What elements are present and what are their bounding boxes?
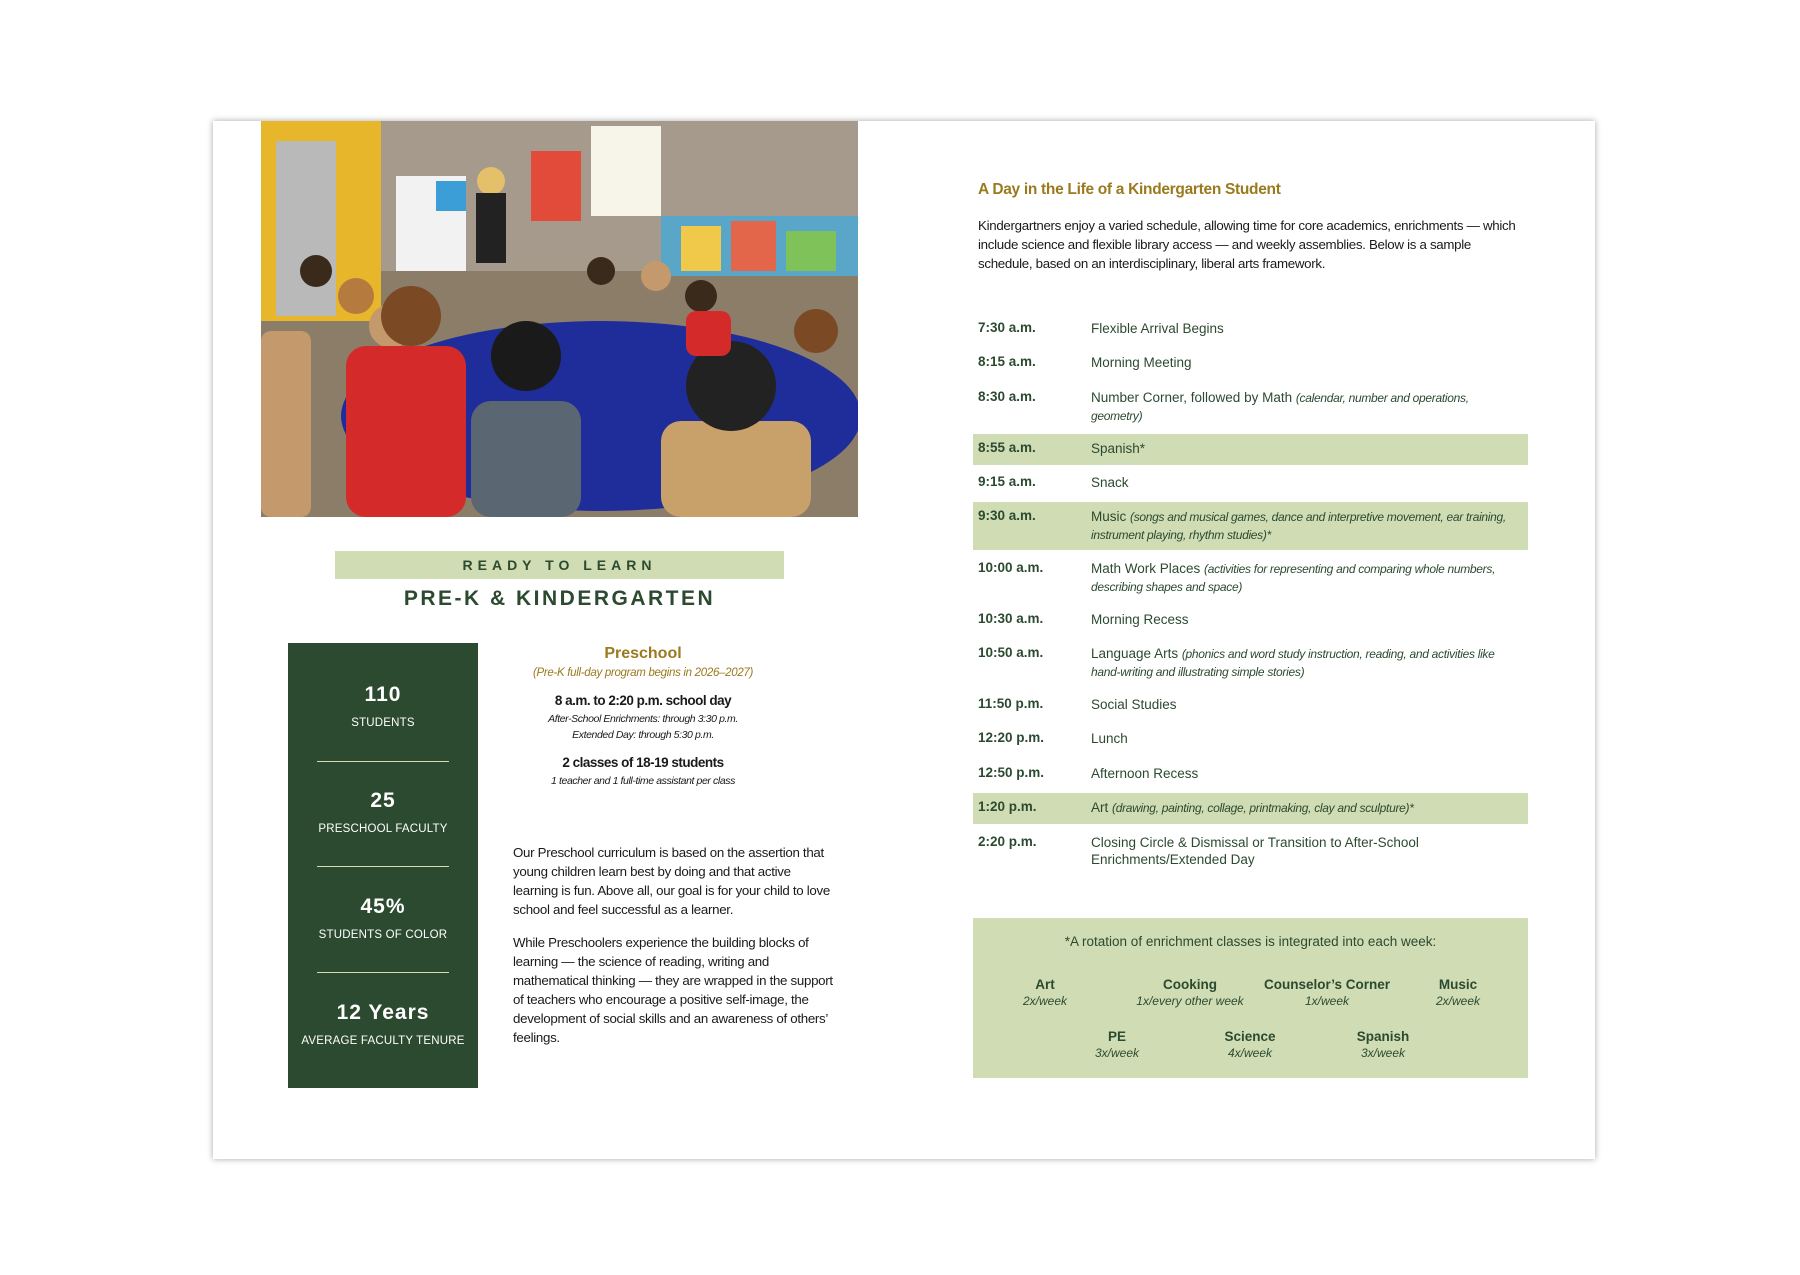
enrichment-spanish: Spanish 3x/week [1356,1029,1410,1060]
section-title: PRE-K & KINDERGARTEN [403,587,716,610]
schedule-activity: Social Studies [1091,697,1177,712]
enrichment-science: Science 4x/week [1224,1029,1276,1060]
stat-value: 110 [364,683,402,706]
schedule-time: 1:20 p.m. [978,799,1037,814]
schedule-time: 8:55 a.m. [978,440,1036,455]
schedule-time: 9:30 a.m. [978,508,1036,523]
stat-label: AVERAGE FACULTY TENURE [301,1035,465,1047]
enrichment-pe: PE 3x/week [1094,1029,1140,1060]
schedule-activity: Morning Meeting [1091,355,1192,370]
schedule-row [973,759,1528,789]
schedule-row [973,383,1528,427]
schedule-time: 8:30 a.m. [978,389,1036,404]
schedule-time: 11:50 p.m. [978,696,1044,711]
stat-label: PRESCHOOL FACULTY [318,823,448,835]
stat-divider [317,972,449,973]
class-size: 2 classes of 18-19 students [562,755,724,770]
stat-students [288,683,478,729]
brochure-spread [213,121,1595,1159]
stats-sidebar [288,643,478,1088]
schedule-row [973,724,1528,754]
schedule-row [973,828,1528,872]
school-day-hours: 8 a.m. to 2:20 p.m. school day [554,693,732,708]
schedule-activity: Art (drawing, painting, collage, printmaking, clay and sculpture)* [1091,800,1414,815]
stat-value: 25 [370,789,396,812]
enrichment-rotation-box [973,918,1528,1078]
schedule-row [973,554,1528,598]
rotation-heading: *A rotation of enrichment classes is integrated into each week: [1064,934,1437,949]
preschool-title: Preschool [604,645,682,662]
schedule-activity: Music (songs and musical games, dance and interpretive movement, ear training, instrument playing, rhythm studies)* [1091,509,1506,542]
stat-value: 12 Years [336,1001,430,1024]
schedule-activity: Math Work Places (activities for representing and comparing whole numbers, describing shapes and space) [1091,561,1496,594]
enrichment-art: Art 2x/week [1022,977,1068,1008]
schedule-activity: Snack [1091,475,1129,490]
day-in-life-title: A Day in the Life of a Kindergarten Student [978,181,1281,198]
schedule-row-highlight [973,502,1528,550]
stat-value: 45% [360,895,406,918]
schedule-activity: Morning Recess [1091,612,1189,627]
stat-label: STUDENTS OF COLOR [318,929,448,941]
schedule-activity: Number Corner, followed by Math (calendar, number and operations, geometry) [1091,390,1469,423]
schedule-time: 9:15 a.m. [978,474,1036,489]
schedule-time: 12:50 p.m. [978,765,1045,780]
schedule-activity: Closing Circle & Dismissal or Transition to After-School Enrichments/Extended Day [1091,835,1419,867]
stat-diversity [288,895,478,941]
schedule-row [973,314,1528,344]
schedule-time: 2:20 p.m. [978,834,1037,849]
schedule-activity: Afternoon Recess [1091,766,1199,781]
preschool-subtitle: (Pre-K full-day program begins in 2026–2027) [532,667,754,679]
building-blocks-paragraph: While Preschoolers experience the building blocks of learning — the science of reading, writing and mathematical thinking — they are wrapped in the support of teachers who encourage a positive self-image, the development of social skills and an awareness of others’ feelings. [513,935,833,1045]
schedule-time: 10:30 a.m. [978,611,1044,626]
schedule-row [973,690,1528,720]
schedule-activity: Language Arts (phonics and word study instruction, reading, and activities like hand-writing and illustrating simple stories) [1091,646,1495,679]
schedule-row [973,468,1528,498]
stat-tenure [288,1001,478,1047]
schedule-row-highlight [973,793,1528,824]
stat-divider [317,866,449,867]
schedule-time: 10:50 a.m. [978,645,1044,660]
schedule-activity: Lunch [1091,731,1128,746]
schedule-row [973,348,1528,378]
curriculum-paragraph: Our Preschool curriculum is based on the assertion that young children learn best by doing and that active learning is fun. Above all, our goal is for your child to love school and feel successful as a learner. [513,845,830,917]
schedule-time: 7:30 a.m. [978,320,1036,335]
stat-label: STUDENTS [351,717,415,729]
schedule-row [973,605,1528,635]
stat-divider [317,761,449,762]
kicker-band [335,551,784,579]
extended-day-note: Extended Day: through 5:30 p.m. [572,729,714,741]
schedule-time: 12:20 p.m. [978,730,1045,745]
enrichment-music: Music 2x/week [1435,977,1481,1008]
enrichment-cooking: Cooking 1x/every other week [1136,977,1244,1008]
schedule-activity: Flexible Arrival Begins [1091,321,1224,336]
schedule-row-highlight [973,434,1528,465]
stat-faculty [288,789,478,835]
class-ratio: 1 teacher and 1 full-time assistant per class [551,775,735,787]
kicker-text: READY TO LEARN [462,557,657,573]
enrichment-counselors-corner: Counselor’s Corner 1x/week [1263,977,1391,1008]
classroom-photo [261,121,858,517]
after-school-note: After-School Enrichments: through 3:30 p.m. [548,713,738,725]
preschool-summary [493,645,793,789]
schedule-row [973,639,1528,683]
schedule-activity: Spanish* [1091,441,1146,456]
schedule-time: 8:15 a.m. [978,354,1036,369]
day-in-life-intro: Kindergartners enjoy a varied schedule, allowing time for core academics, enrichments — which include science and flexible library access — and weekly assemblies. Below is a sample schedule, based on an interdisciplinary, liberal arts framework. [978,218,1516,271]
schedule-time: 10:00 a.m. [978,560,1044,575]
